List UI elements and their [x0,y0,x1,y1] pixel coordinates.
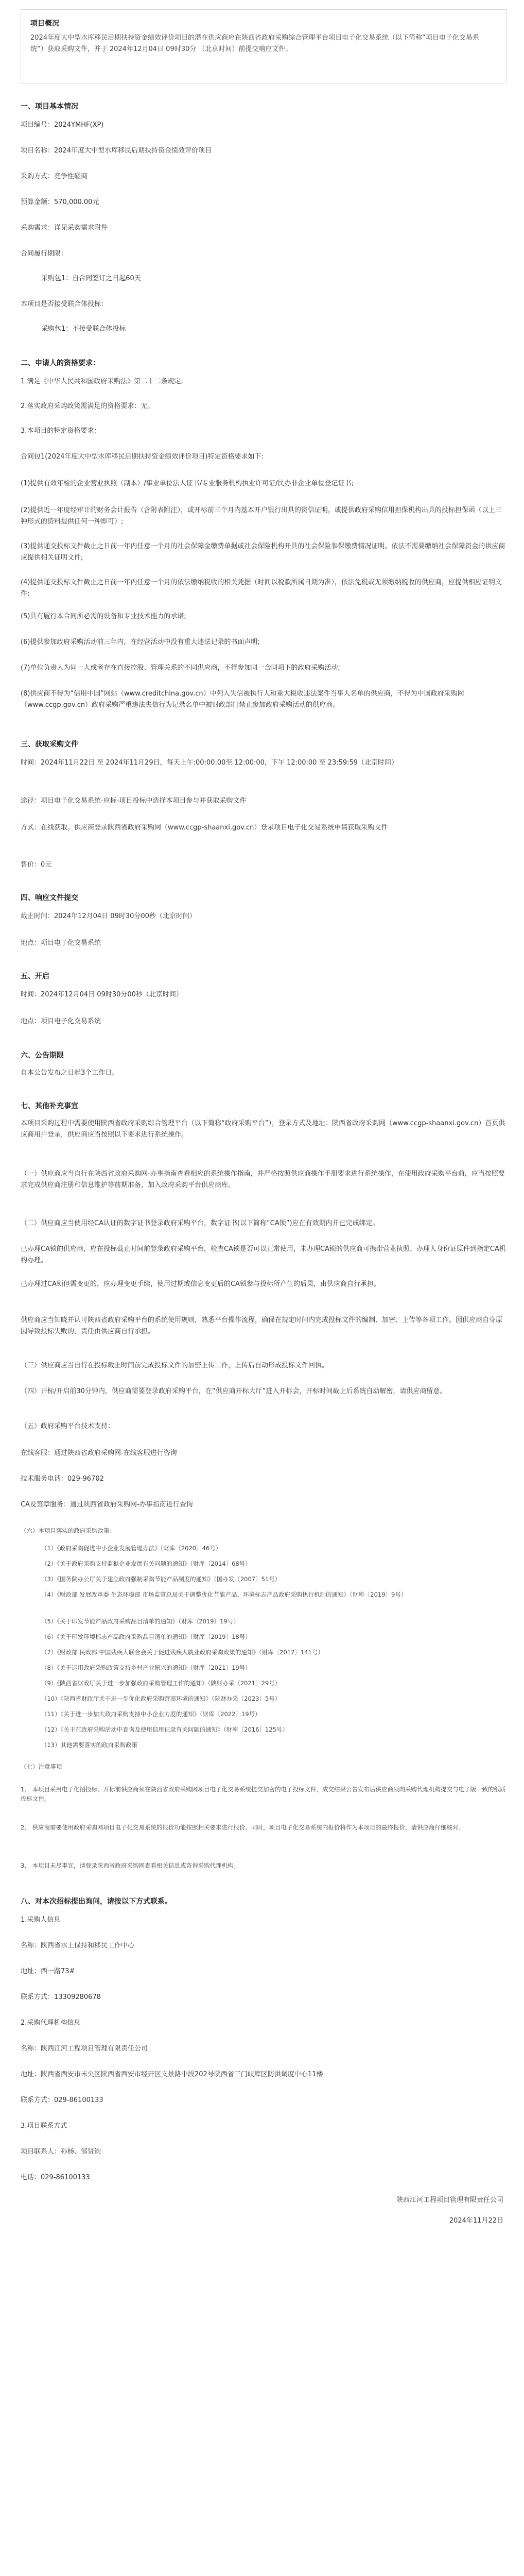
other-p5: 供应商应当知晓并认可陕西省政府采购平台的系统使用规则，熟悉平台操作流程，确保在规定时间内完成投标文件的编制、加密、上传等各项工作。因供应商自身原因导致投标失败的，责任由供应商自行承担。 [21,1316,503,1335]
other-p7: （四）开标/开启前30分钟内，供应商需要登录政府采购平台，在“供应商开标大厅”进入开标会，开标时间截止后系统自动解密，请供应商留意。 [21,1387,447,1395]
policy-12: （12）《关于在政府采购活动中查询及使用信用记录有关问题的通知》（财库〔2016〕125号） [41,1726,288,1733]
policy-7: （7）《财政部 民政部 中国残疾人联合会关于促进残疾人就业政府采购政策的通知》（财库〔2017〕141号） [41,1649,324,1656]
acquire-mode: 方式：在线获取。供应商登录陕西省政府采购网（www.ccgp-shaanxi.gov.cn）登录项目电子化交易系统申请获取采购文件 [21,824,388,832]
joint-bid-label: 本项目是否接受联合体投标： [21,300,108,308]
package-1-joint: 采购包1：不接受联合体投标 [41,325,126,333]
policy-4: （4）《财政部 发展改革委 生态环境部 市场监管总局关于调整优化节能产品、环境标志产品政府采购执行机制的通知》（财库〔2019〕9号） [41,1591,407,1598]
qual-line-6: (2)提供近一年度经审计的财务会计报告（含附表附注），或开标前三个月内基本开户银行出具的资信证明，或提供政府采购信用担保机构出具的投标担保函（以上三种形式的资料提供任何一种即可）; [21,506,502,526]
section-3-title: 三、获取采购文件 [21,740,78,749]
agent-title: 2.采购代理机构信息 [21,2019,81,2027]
policy-1: （1）《政府采购促进中小企业发展管理办法》（财库〔2020〕46号） [41,1545,222,1552]
overview-text: 2024年度大中型水库移民后期扶持资金绩效评价项目的潜在供应商应在陕西省政府采购综合管理平台项目电子化交易系统（以下简称“项目电子化交易系统”）获取采购文件，并于 2024年12月04日 09时30分 （北京时间）前提交响应文件。 [30,34,479,53]
other-p1: 本项目采购过程中需要使用陕西省政府采购综合管理平台（以下简称“政府采购平台”），登录方式及地址：陕西省政府采购网（www.ccgp-shaanxi.gov.cn）首页供应商用户登录，供应商应当按照以下要求进行系统操作。 [21,1120,505,1139]
agent-phone: 联系方式：029-86100133 [21,2096,103,2104]
other-p3: （二）供应商应当使用经CA认证的数字证书登录政府采购平台，数字证书(以下简称“CA锁”)应在有效期内并已完成绑定。 [21,1219,379,1227]
contact-title: 3.项目联系方式 [21,2122,67,2130]
signature-org: 陕西江河工程项目管理有限责任公司 [396,2196,503,2204]
contact-phone: 电话：029-86100133 [21,2174,90,2181]
acquire-price: 售价：0元 [21,861,52,869]
note-2: 2、 供应商需要使用政府采购网项目电子化交易系统的报价功能按照相关要求进行报价。同时，项目电子化交易系统内报价将作为本项目的最终报价，请供应商仔细核对。 [21,1824,464,1831]
opening-time: 时间：2024年12月04日 09时30分00秒（北京时间） [21,991,183,998]
package-1-period: 采购包1：自合同签订之日起60天 [41,275,141,282]
policy-11: （11）《关于进一步加大政府采购支持中小企业力度的通知》（财库〔2022〕19号） [41,1710,261,1718]
acquire-route: 途径：项目电子化交易系统-应标-项目投标中选择本项目参与并获取采购文件 [21,797,247,805]
qual-line-9: (5)具有履行本合同所必需的设备和专业技术能力的承诺; [21,613,186,620]
section-1-title: 一、项目基本情况 [21,103,78,111]
buyer-name: 名称：陕西省水土保持和移民工作中心 [21,1942,135,1950]
policy-10: （10）《陕西省财政厅关于进一步优化政府采购营商环境的通知》（陕财办采〔2023〕5号） [41,1695,281,1702]
other-p3b: 已办理CA锁的供应商，应在投标截止时间前登录政府采购平台，检查CA锁是否可以正常使用，未办理CA锁的供应商可携带营业执照、办理人身份证原件到指定CA机构办理。 [21,1245,506,1264]
project-name: 项目名称：2024年度大中型水库移民后期扶持资金绩效评价项目 [21,147,212,155]
submit-place: 地点：项目电子化交易系统 [21,939,101,947]
section-8-title: 八、对本次招标提出询问，请按以下方式联系。 [21,1897,172,1906]
online-service: 在线客服：通过陕西省政府采购网-在线客服进行咨询 [21,1449,177,1457]
buyer-phone: 联系方式：13309280678 [21,1993,101,2001]
policy-9: （9）《陕西省财政厅关于进一步加强政府采购管理工作的通知》（陕财办采〔2021〕29号） [41,1680,281,1687]
procurement-method: 采购方式：竞争性磋商 [21,173,88,180]
overview-title: 项目概况 [30,20,59,28]
section-2-title: 二、申请人的资格要求： [21,359,100,367]
project-overview-box [21,9,506,83]
section-5-title: 五、开启 [21,972,49,980]
agent-address: 地址：陕西省西安市未央区陕西省西安市经开区文景路中段202号陕西省三门峡库区防洪调度中心11楼 [21,2071,323,2078]
policy-title: （六）本项目落实的政府采购政策： [21,1527,115,1534]
acquire-time: 时间：2024年11月22日 至 2024年11月29日，每天上午:00:00:00至 12:00:00，下午 12:00:00 至 23:59:59（北京时间） [21,759,398,767]
note-1: 1、 本项目采用电子化招投标，开标前供应商须在陕西省政府采购网项目电子化交易系统提交加密的电子投标文件，成交结果公告发布后供应商须向采购代理机构提交与电子版一致的纸质投标文件。 [21,1786,506,1802]
policy-3: （3）《国务院办公厅关于建立政府强制采购节能产品制度的通知》（国办发〔2007〕51号） [41,1575,281,1583]
notice-period: 自本公告发布之日起3个工作日。 [21,1069,119,1077]
qual-line-5: (1)提供有效年检的企业营业执照（副本）/事业单位法人证书/专业服务机构执业许可证/民办非企业单位登记证书; [21,480,354,487]
other-p2: （一）供应商应当自行在陕西省政府采购网-办事指南查看相应的系统操作指南，并严格按照供应商操作手册要求进行系统操作，在使用政府采购平台前，应当按照要求完成供应商注册和信息维护等前期准备，加入政府采购平台供应商库。 [21,1170,505,1189]
contract-period-label: 合同履行期限： [21,250,68,258]
policy-8: （8）《关于运用政府采购政策支持乡村产业振兴的通知》（财库〔2021〕19号） [41,1664,251,1671]
section-4-title: 四、响应文件提交 [21,894,78,902]
qual-line-11: (7)单位负责人为同一人或者存在直接控股、管理关系的不同供应商，不得参加同一合同项下的政府采购活动; [21,664,340,672]
qual-line-8: (4)提供递交投标文件截止之日前一年内任意一个月的依法缴纳税收的相关凭据（时间以税款所属日期为准），依法免税或无须缴纳税收的供应商，应提供相应证明文件; [21,579,502,598]
other-p8: （五）政府采购平台技术支持： [21,1422,115,1430]
other-p6: （三）供应商应当自行在投标截止时间前完成投标文件的加密上传工作，上传后自动形成投标文件回执。 [21,1362,329,1369]
opening-place: 地点：项目电子化交易系统 [21,1018,101,1025]
section-6-title: 六、公告期限 [21,1052,64,1060]
qual-line-10: (6)提供参加政府采购活动前三年内，在经营活动中没有重大违法记录的书面声明; [21,638,260,646]
budget-amount: 预算金额：570,000.00元 [21,198,99,206]
buyer-title: 1.采购人信息 [21,1916,61,1924]
qual-line-7: (3)提供递交投标文件截止之日前一年内任意一个月的社会保障金缴费单据或社会保险机构开具的社会保险参保缴费情况证明。依法不需要缴纳社会保障资金的供应商应提供相关证明文件; [21,543,505,562]
notes-title: （七）注意事项 [21,1763,62,1770]
buyer-address: 地址：西一路73# [21,1968,75,1975]
tech-phone: 技术服务电话：029-96702 [21,1475,104,1483]
submit-deadline: 截止时间：2024年12月04日 09时30分00秒（北京时间） [21,912,196,920]
policy-13: （13）其他需要落实的政府采购政策 [41,1741,138,1749]
agent-name: 名称：陕西江河工程项目管理有限责任公司 [21,2045,148,2053]
signature-date: 2024年11月22日 [449,2217,503,2225]
note-3: 3、 本项目未尽事宜，请登录陕西省政府采购网查看相关信息或咨询采购代理机构。 [21,1862,239,1869]
ca-service: CA及签章服务：通过陕西省政府采购网-办事指南进行查询 [21,1501,193,1509]
contact-name: 项目联系人：孙杨、邹贤钧 [21,2148,101,2156]
qual-line-4: 合同包1(2024年度大中型水库移民后期扶持资金绩效评价项目)特定资格要求如下: [21,453,264,461]
policy-2: （2）《关于政府采购支持监狱企业发展有关问题的通知》（财库〔2014〕68号） [41,1560,251,1567]
procurement-demand: 采购需求：详见采购需求附件 [21,224,108,232]
policy-6: （6）《关于印发环境标志产品政府采购品目清单的通知》（财库〔2019〕18号） [41,1633,251,1640]
qual-line-2: 2.落实政府采购政策需满足的资格要求：无。 [21,402,154,410]
policy-5: （5）《关于印发节能产品政府采购品目清单的通知》（财库〔2019〕19号） [41,1618,239,1625]
qual-line-12: (8)供应商不得为“信用中国”网站（www.creditchina.gov.cn）中列入失信被执行人和重大税收违法案件当事人名单的供应商，不得为中国政府采购网（www.ccgp.gov.cn）政府采购严重违法失信行为记录名单中被财政部门禁止参加政府采购活动的供应商。 [21,690,464,709]
project-number: 项目编号：2024YMHF(XP) [21,121,104,129]
qual-line-1: 1.满足《中华人民共和国政府采购法》第二十二条规定; [21,378,183,385]
other-p4: 已办理过CA锁但需变更的，应办理变更手续，使用过期或信息变更后的CA锁参与投标所产生的后果，由供应商自行承担。 [21,1280,380,1288]
qual-line-3: 3.本项目的特定资格要求： [21,427,101,435]
section-7-title: 七、其他补充事宜 [21,1102,78,1110]
